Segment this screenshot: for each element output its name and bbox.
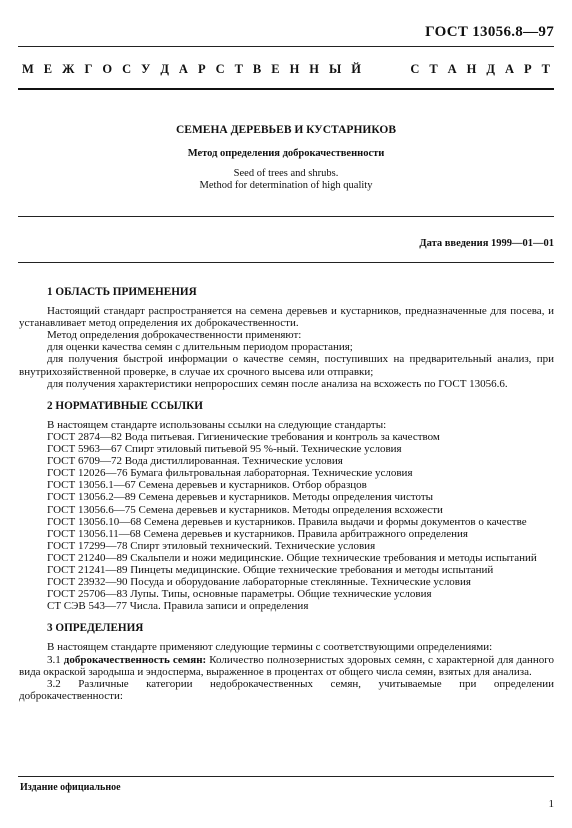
definition-text: Количество полнозернистых здоровых семян, с характерной для данного вида окраской зародыша и эндосперма, выраженное в процентах от общего числа семян, взятых для анализа.	[19, 653, 554, 678]
reference-item: ГОСТ 5963—67 Спирт этиловый питьевой 95 %-ный. Технические условия	[47, 443, 402, 456]
section-2-intro: В настоящем стандарте использованы ссылки на следующие стандарты:	[47, 418, 387, 431]
reference-item: ГОСТ 23932—90 Посуда и оборудование лабораторные стеклянные. Технические условия	[47, 576, 471, 589]
english-title-line-1: Seed of trees and shrubs.	[233, 168, 339, 179]
reference-item: ГОСТ 13056.11—68 Семена деревьев и кустарников. Правила арбитражного определения	[47, 527, 468, 540]
reference-item: ГОСТ 17299—78 Спирт этиловый технический. Технические условия	[47, 539, 376, 552]
header-rule-bottom	[18, 88, 554, 90]
document-subtitle: Метод определения доброкачественности	[187, 148, 385, 159]
section-3-intro: В настоящем стандарте применяют следующие термины с соответствующими определениями:	[47, 641, 493, 654]
section-1-paragraph: для оценки качества семян с длительным периодом прорастания;	[47, 341, 353, 354]
reference-item: ГОСТ 21240—89 Скальпели и ножи медицинские. Общие технические требования и методы испытаний	[47, 551, 537, 564]
introduction-date: Дата введения 1999—01—01	[419, 238, 554, 249]
reference-item: ГОСТ 21241—89 Пинцеты медицинские. Общие технические требования и методы испытаний	[47, 563, 494, 576]
reference-item: ГОСТ 13056.6—75 Семена деревьев и кустарников. Методы определения всхожести	[47, 503, 443, 516]
section-1-heading: 1 ОБЛАСТЬ ПРИМЕНЕНИЯ	[47, 286, 197, 298]
page-number: 1	[548, 798, 554, 810]
s1-p1-text: Настоящий стандарт распространяется на семена деревьев и кустарников, предназначенные для посева, и устанавливает метод определения их доброкачественности.	[19, 305, 554, 330]
date-divider	[18, 262, 554, 263]
reference-list	[47, 431, 554, 612]
english-title-line-2: Method for determination of high quality	[199, 180, 373, 191]
reference-item: ГОСТ 12026—76 Бумага фильтровальная лабораторная. Технические условия	[47, 467, 413, 480]
definition-number: 3.1	[47, 653, 61, 666]
reference-item: ГОСТ 13056.1—67 Семена деревьев и кустарников. Отбор образцов	[47, 479, 367, 492]
document-title: СЕМЕНА ДЕРЕВЬЕВ И КУСТАРНИКОВ	[175, 124, 397, 136]
reference-item: ГОСТ 2874—82 Вода питьевая. Гигиенические требования и контроль за качеством	[47, 430, 440, 443]
section-1-paragraph: для получения характеристики непроросших семян после анализа на всхожесть по ГОСТ 13056.6.	[47, 377, 508, 390]
reference-item: СТ СЭВ 543—77 Числа. Правила записи и определения	[47, 600, 309, 613]
header-rule-top	[18, 46, 554, 47]
footer-rule	[18, 776, 554, 777]
section-1-paragraph: для получения быстрой информации о качестве семян, поступивших на предварительный анализ, при внутрихозяйственной проверке, в случае их срочного высева или отправки;	[19, 353, 554, 378]
definition-3-1	[19, 654, 554, 678]
reference-item: ГОСТ 13056.2—89 Семена деревьев и кустарников. Методы определения чистоты	[47, 491, 434, 504]
definition-term: доброкачественность семян:	[63, 653, 207, 666]
section-2-heading: 2 НОРМАТИВНЫЕ ССЫЛКИ	[47, 399, 203, 412]
reference-item: ГОСТ 25706—83 Лупы. Типы, основные параметры. Общие технические условия	[47, 588, 432, 601]
section-3-heading: 3 ОПРЕДЕЛЕНИЯ	[47, 622, 144, 635]
official-edition-label: Издание официальное	[20, 782, 121, 793]
title-divider	[18, 216, 554, 217]
gost-number: ГОСТ 13056.8—97	[425, 24, 554, 40]
section-1-paragraph: Метод определения доброкачественности применяют:	[47, 329, 302, 342]
document-body	[19, 286, 554, 702]
section-1-paragraph	[19, 305, 554, 329]
interstate-standard-label: М Е Ж Г О С У Д А Р С Т В Е Н Н Ы Й С Т А Н Д А Р Т	[22, 62, 550, 76]
reference-item: ГОСТ 13056.10—68 Семена деревьев и кустарников. Правила выдачи и формы документов о качестве	[47, 515, 527, 528]
definition-3-2: 3.2 Различные категории недоброкачественных семян, учитываемые при определении доброкачественности:	[19, 677, 554, 702]
reference-item: ГОСТ 6709—72 Вода дистиллированная. Технические условия	[47, 455, 343, 468]
